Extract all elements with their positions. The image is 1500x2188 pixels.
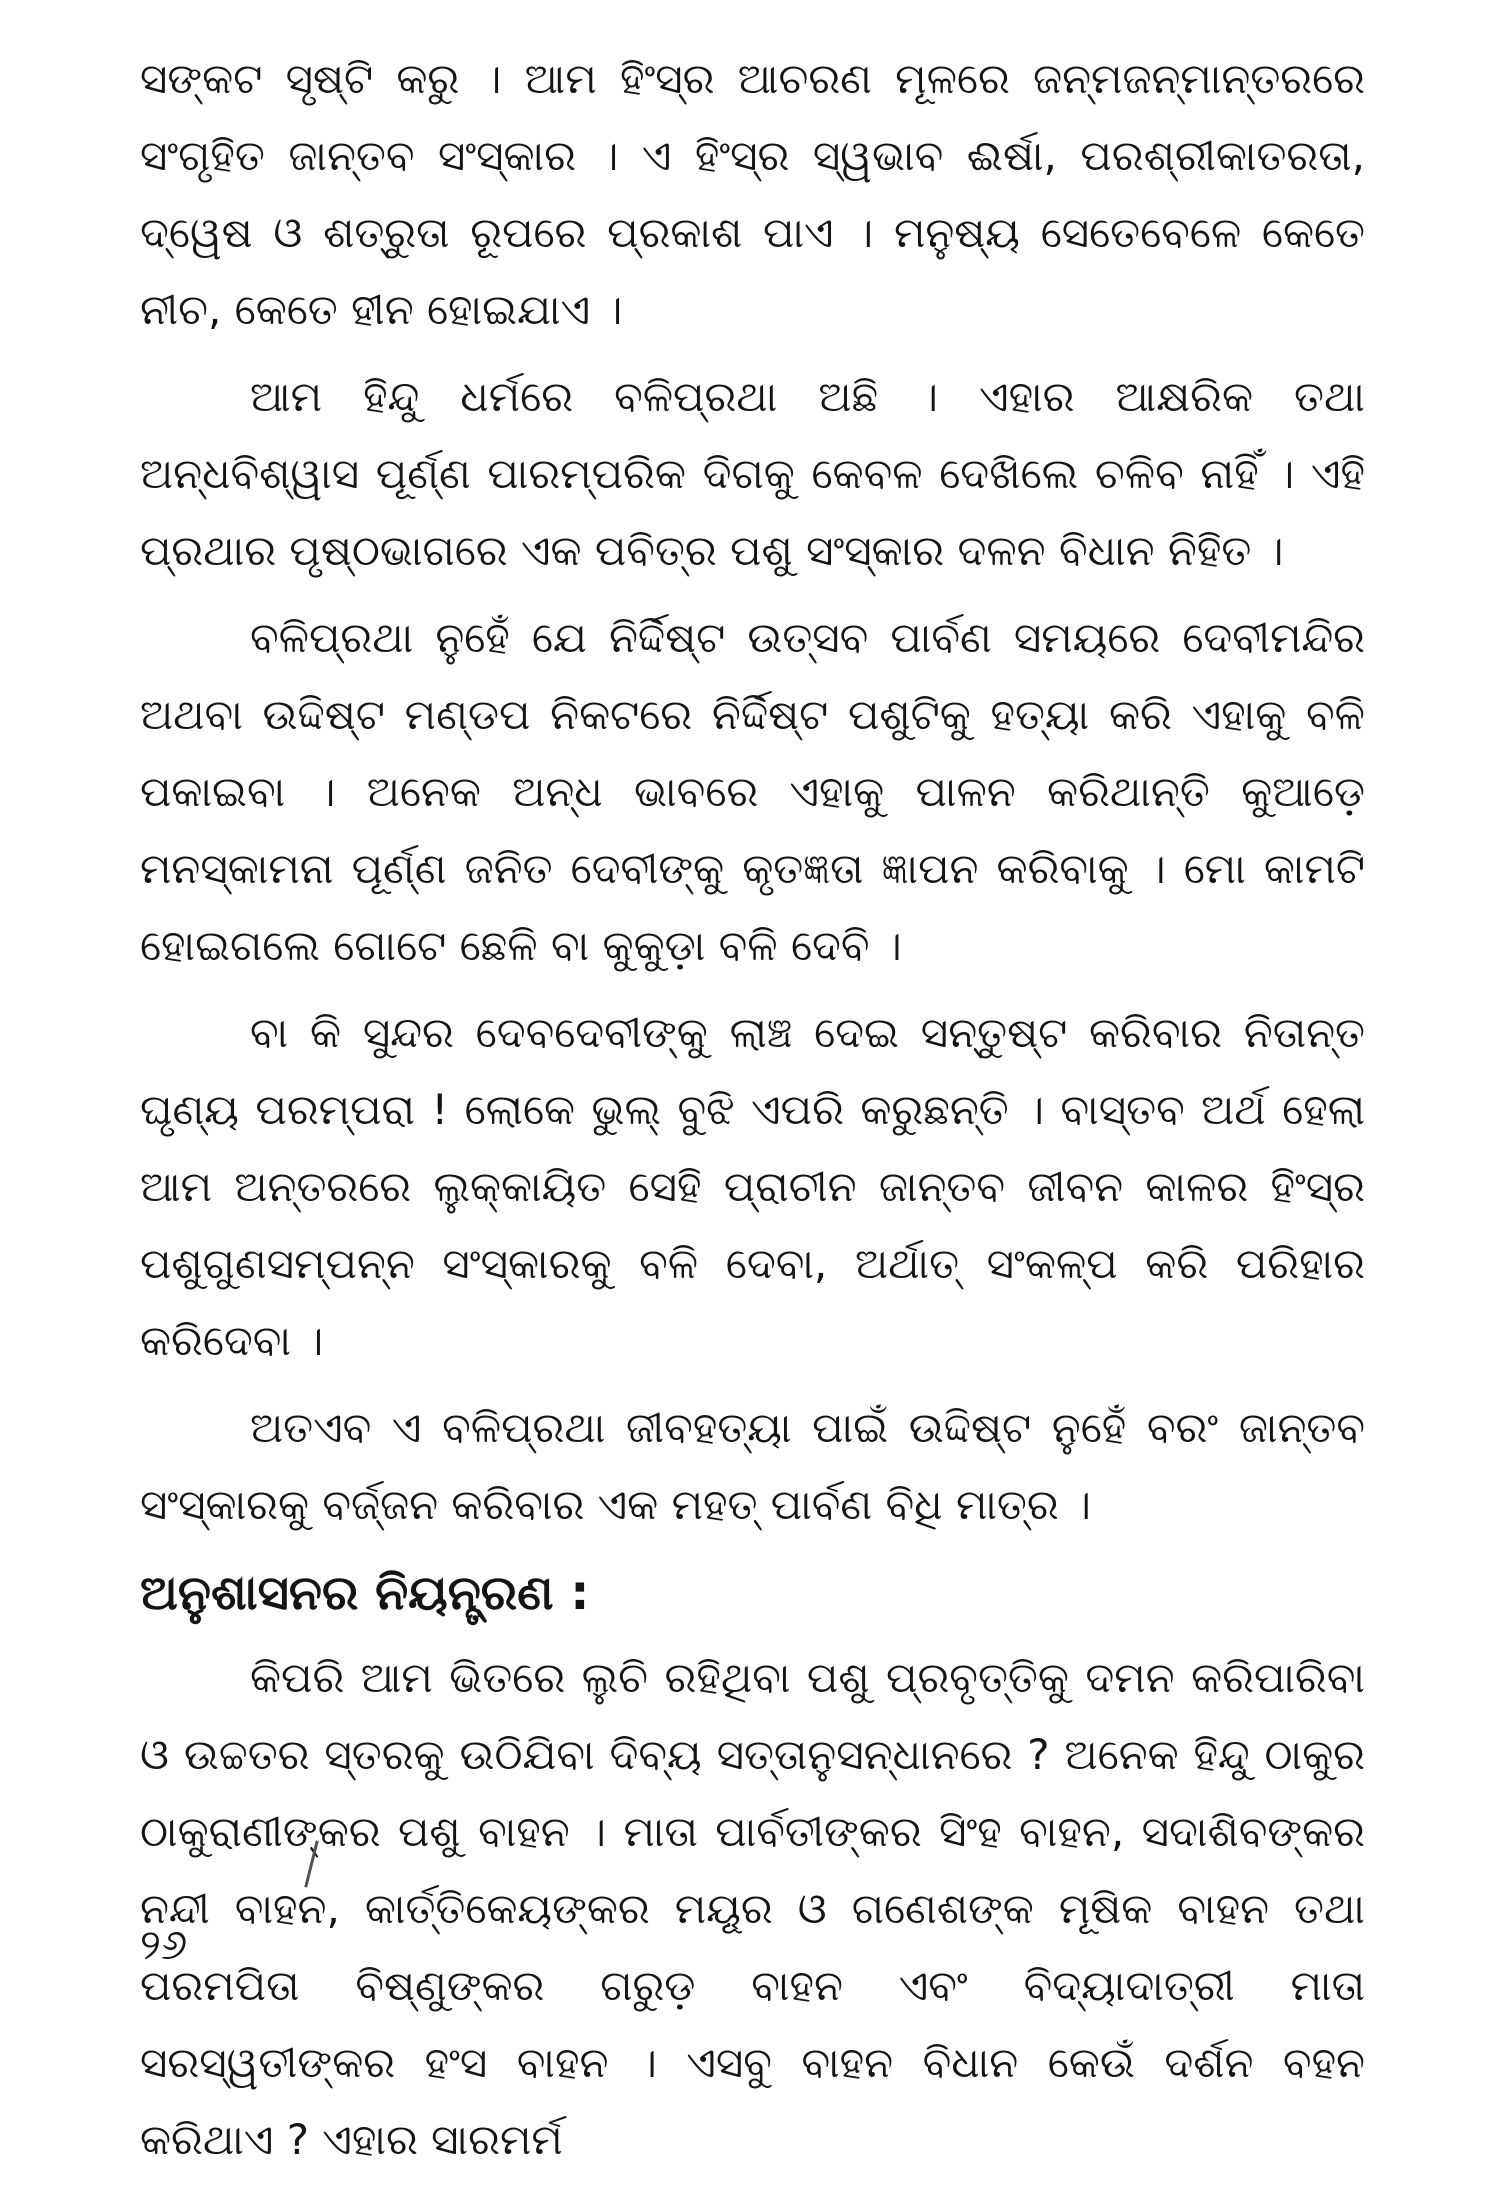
paragraph-1: ସଙ୍କଟ ସୃଷ୍ଟି କରୁ । ଆମ ହିଂସ୍ର ଆଚରଣ ମୂଳରେ ଜନ୍ମଜନ୍ମାନ୍ତରରେ ସଂଗୃହିତ ଜାନ୍ତବ ସଂସ୍କାର । ଏ ହିଂସ୍ର ସ୍ୱଭାବ ଈର୍ଷା, ପରଶ୍ରୀକାତରତା, ଦ୍ୱେଷ ଓ ଶତ୍ରୁତା ରୂପରେ ପ୍ରକାଶ ପାଏ । ମନୁଷ୍ୟ ସେତେବେଳେ କେତେ ନୀଚ, କେତେ ହୀନ ହୋଇଯାଏ । <box>140 54 1365 334</box>
paragraph-2: ଆମ ହିନ୍ଦୁ ଧର୍ମରେ ବଳିପ୍ରଥା ଅଛି । ଏହାର ଆକ୍ଷରିକ ତଥା ଅନ୍ଧବିଶ୍ୱାସ ପୂର୍ଣ୍ଣ ପାରମ୍ପରିକ ଦିଗକୁ କେବଳ ଦେଖିଲେ ଚଳିବ ନାହିଁ । ଏହି ପ୍ରଥାର ପୃଷ୍ଠଭାଗରେ ଏକ ପବିତ୍ର ପଶୁ ସଂସ୍କାର ଦଳନ ବିଧାନ ନିହିତ । <box>140 372 1365 575</box>
section-heading: ଅନୁଶାସନର ନିୟନ୍ତ୍ରଣ : <box>140 1565 590 1621</box>
paragraph-5: ଅତଏବ ଏ ବଳିପ୍ରଥା ଜୀବହତ୍ୟା ପାଇଁ ଉଦ୍ଦିଷ୍ଟ ନୁହେଁ ବରଂ ଜାନ୍ତବ ସଂସ୍କାରକୁ ବର୍ଜ୍ଜନ କରିବାର ଏକ ମହତ୍ ପାର୍ବଣ ବିଧି ମାତ୍ର । <box>140 1403 1365 1529</box>
paragraph-4: ବା କି ସୁନ୍ଦର ଦେବଦେବୀଙ୍କୁ ଲାଞ୍ଚ ଦେଇ ସନ୍ତୁଷ୍ଟ କରିବାର ନିତାନ୍ତ ଘୃଣ୍ୟ ପରମ୍ପରା ! ଲୋକେ ଭୁଲ୍ ବୁଝି ଏପରି କରୁଛନ୍ତି । ବାସ୍ତବ ଅର୍ଥ ହେଲା ଆମ ଅନ୍ତରରେ ଲୁକ୍କାୟିତ ସେହି ପ୍ରାଚୀନ ଜାନ୍ତବ ଜୀବନ କାଳର ହିଂସ୍ର ପଶୁଗୁଣସମ୍ପନ୍ନ ସଂସ୍କାରକୁ ବଳି ଦେବା, ଅର୍ଥାତ୍ ସଂକଳ୍ପ କରି ପରିହାର କରିଦେବା । <box>140 1008 1365 1365</box>
paragraph-6: କିପରି ଆମ ଭିତରେ ଲୁଚି ରହିଥିବା ପଶୁ ପ୍ରବୃତ୍ତିକୁ ଦମନ କରିପାରିବା ଓ ଉଚ୍ଚତର ସ୍ତରକୁ ଉଠିଯିବା ଦିବ୍ୟ ସତ୍ତାନୁସନ୍ଧାନରେ ? ଅନେକ ହିନ୍ଦୁ ଠାକୁର ଠାକୁରାଣୀଙ୍କର ପଶୁ ବାହନ । ମାତା ପାର୍ବତୀଙ୍କର ସିଂହ ବାହନ, ସଦାଶିବଙ୍କର ନନ୍ଦୀ ବାହନ, କାର୍ତ୍ତିକେୟଙ୍କର ମୟୂର ଓ ଗଣେଶଙ୍କ ମୂଷିକ ବାହନ ତଥା ପରମପିତା ବିଷ୍ଣୁଙ୍କର ଗରୁଡ଼ ବାହନ ଏବଂ ବିଦ୍ୟାଦାତ୍ରୀ ମାତା ସରସ୍ୱତୀଙ୍କର ହଂସ ବାହନ । ଏସବୁ ବାହନ ବିଧାନ କେଉଁ ଦର୍ଶନ ବହନ କରିଥାଏ ? ଏହାର ସାରମର୍ମ <box>140 1653 1365 2164</box>
page-body <box>140 40 1365 2188</box>
paragraph-3: ବଳିପ୍ରଥା ନୁହେଁ ଯେ ନିର୍ଦ୍ଦିଷ୍ଟ ଉତ୍ସବ ପାର୍ବଣ ସମୟରେ ଦେବୀମନ୍ଦିର ଅଥବା ଉଦ୍ଦିଷ୍ଟ ମଣ୍ଡପ ନିକଟରେ ନିର୍ଦ୍ଦିଷ୍ଟ ପଶୁଟିକୁ ହତ୍ୟା କରି ଏହାକୁ ବଳି ପକାଇବା । ଅନେକ ଅନ୍ଧ ଭାବରେ ଏହାକୁ ପାଳନ କରିଥାନ୍ତି କୁଆଡ଼େ ମନସ୍କାମନା ପୂର୍ଣ୍ଣ ଜନିତ ଦେବୀଙ୍କୁ କୃତଜ୍ଞତା ଜ୍ଞାପନ କରିବାକୁ । ମୋ କାମଟି ହୋଇଗଲେ ଗୋଟେ ଛେଳି ବା କୁକୁଡ଼ା ବଳି ଦେବି । <box>140 613 1365 970</box>
page-number: ୨୬ <box>140 1920 188 1969</box>
